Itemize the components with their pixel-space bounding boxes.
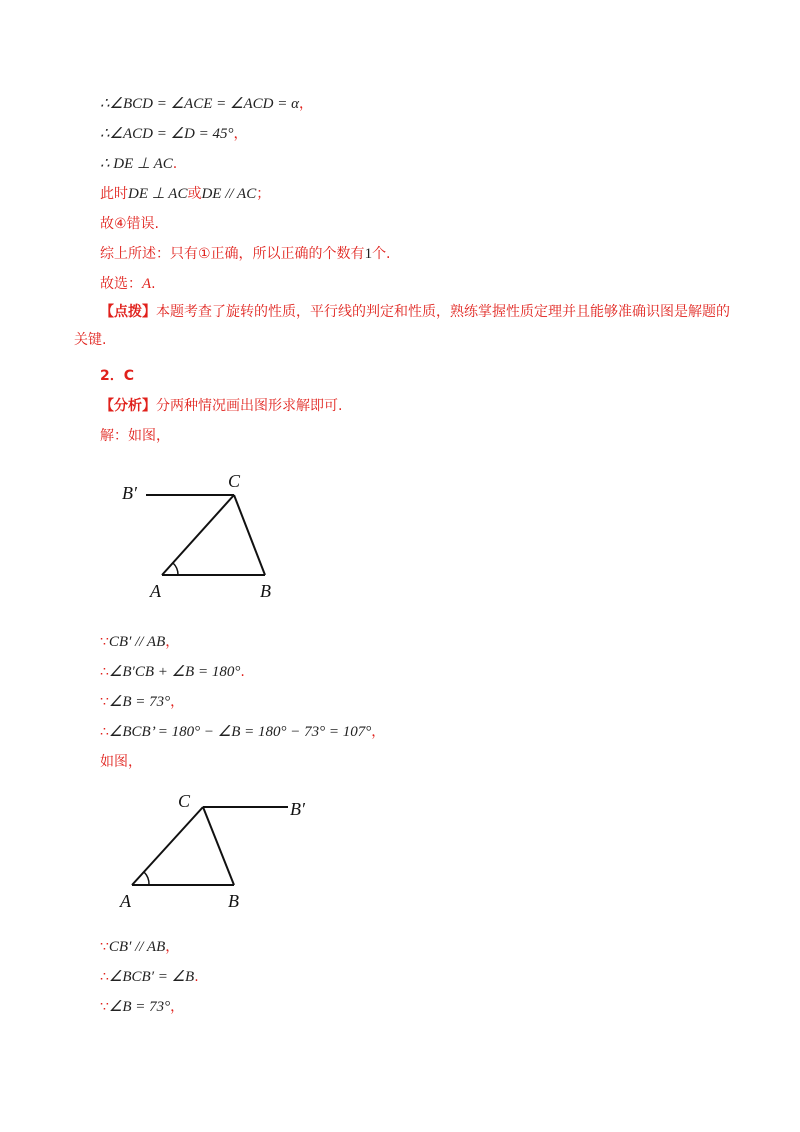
label-b: B — [228, 891, 239, 911]
triangle-figure-1 — [110, 465, 290, 610]
analysis-line: 【分析】分两种情况画出图形求解即可. — [100, 398, 343, 414]
angle-arc-a — [173, 563, 178, 575]
segment-ac — [132, 807, 203, 885]
tip-text: 本题考查了旋转的性质，平行线的判定和性质，熟练掌握性质定理并且能够准确识图是解题的关键. — [74, 304, 730, 348]
analysis-label: 【分析】 — [100, 398, 156, 414]
solution-line: 解：如图， — [100, 428, 170, 444]
math-expr: ∴∠BCD = ∠ACE = ∠ACD = α — [100, 96, 299, 112]
step-line-5: ∵CB′ // AB， — [100, 939, 180, 955]
step-line-1: ∵CB′ // AB， — [100, 634, 180, 650]
label-c: C — [228, 471, 241, 491]
segment-cb — [203, 807, 234, 885]
proof-line-4: 此时DE ⊥ AC或DE // AC； — [100, 186, 271, 202]
step-line-2: ∴∠B′CB + ∠B = 180°. — [100, 664, 245, 680]
label-c: C — [178, 791, 191, 811]
label-a: A — [150, 581, 161, 601]
triangle-figure-2 — [110, 785, 330, 920]
segment-cb — [234, 495, 265, 575]
angle-arc-a — [144, 872, 149, 885]
step-line-3: ∵∠B = 73°， — [100, 694, 185, 710]
segment-ac — [162, 495, 234, 575]
answer-line: 故选：A. — [100, 276, 156, 292]
label-b-prime: B′ — [290, 799, 305, 819]
as-figure-line: 如图， — [100, 754, 142, 770]
step-line-7: ∵∠B = 73°， — [100, 999, 185, 1015]
step-line-4: ∴∠BCB’ = 180° − ∠B = 180° − 73° = 107°， — [100, 724, 386, 740]
math-expr: ∴ DE ⊥ AC — [100, 156, 173, 172]
proof-line-3: ∴ DE ⊥ AC. — [100, 156, 178, 172]
tip-label: 【点拨】 — [100, 304, 156, 320]
label-b: B — [260, 581, 271, 601]
question-2-answer: 2．C — [100, 368, 135, 384]
tip-paragraph — [74, 298, 734, 354]
label-b-prime: B′ — [122, 483, 137, 503]
label-a: A — [120, 891, 131, 911]
proof-line-2: ∴∠ACD = ∠D = 45°， — [100, 126, 248, 142]
step-line-6: ∴∠BCB′ = ∠B. — [100, 969, 199, 985]
math-expr: ∴∠ACD = ∠D = 45° — [100, 126, 234, 142]
proof-line-5: 故④错误. — [100, 216, 160, 232]
proof-line-1: ∴∠BCD = ∠ACE = ∠ACD = α， — [100, 96, 313, 112]
proof-line-6: 综上所述：只有①正确，所以正确的个数有1个. — [100, 246, 391, 262]
